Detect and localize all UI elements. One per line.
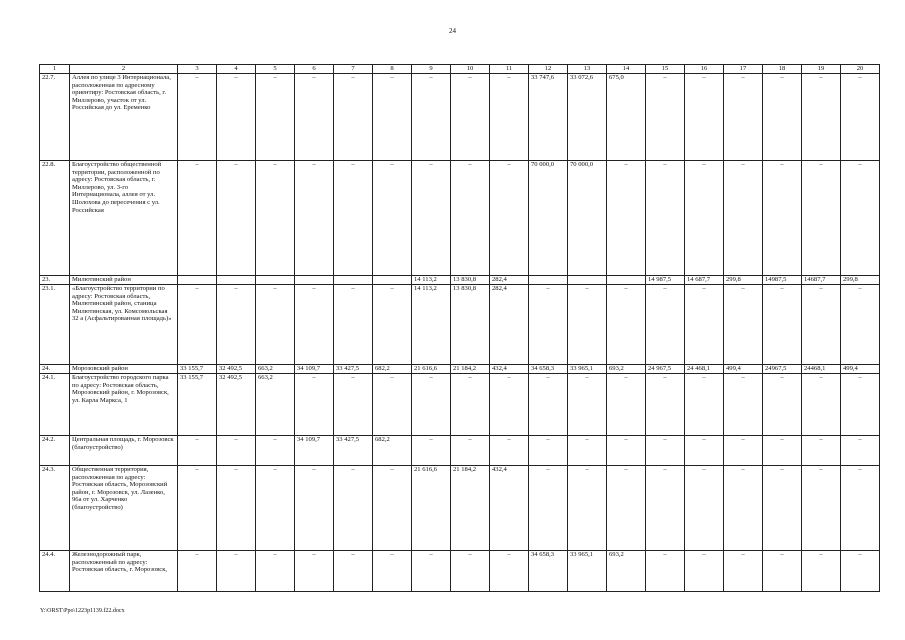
value-cell: – bbox=[568, 374, 607, 436]
value-cell: 24 468,1 bbox=[685, 365, 724, 374]
value-cell: 34 658,3 bbox=[529, 551, 568, 592]
value-cell: 675,0 bbox=[607, 74, 646, 161]
column-number-cell: 8 bbox=[373, 65, 412, 74]
value-cell: – bbox=[841, 161, 880, 276]
value-cell: – bbox=[334, 374, 373, 436]
value-cell: – bbox=[646, 466, 685, 551]
value-cell bbox=[217, 276, 256, 285]
column-number-cell: 20 bbox=[841, 65, 880, 74]
row-number-cell: 23.1. bbox=[40, 285, 70, 365]
value-cell: – bbox=[451, 161, 490, 276]
value-cell: – bbox=[841, 74, 880, 161]
value-cell: 432,4 bbox=[490, 466, 529, 551]
value-cell bbox=[334, 276, 373, 285]
value-cell: 299,8 bbox=[841, 276, 880, 285]
value-cell: – bbox=[568, 436, 607, 466]
value-cell: – bbox=[646, 436, 685, 466]
column-number-cell: 1 bbox=[40, 65, 70, 74]
value-cell: 24 967,5 bbox=[646, 365, 685, 374]
row-number-cell: 24.4. bbox=[40, 551, 70, 592]
value-cell: – bbox=[763, 374, 802, 436]
value-cell: – bbox=[802, 436, 841, 466]
value-cell: 34 109,7 bbox=[295, 365, 334, 374]
value-cell: 13 830,8 bbox=[451, 276, 490, 285]
object-name-cell: Милютинский район bbox=[70, 276, 178, 285]
table-row bbox=[40, 365, 880, 374]
value-cell: – bbox=[685, 285, 724, 365]
value-cell: 299,8 bbox=[724, 276, 763, 285]
object-name-cell: Центральная площадь, г. Морозовск (благоустройство) bbox=[70, 436, 178, 466]
value-cell: 33 155,7 bbox=[178, 374, 217, 436]
column-number-cell: 7 bbox=[334, 65, 373, 74]
object-name-cell: Железнодорожный парк, расположенный по адресу: Ростовская область, г. Морозовск, bbox=[70, 551, 178, 592]
value-cell: 33 072,6 bbox=[568, 74, 607, 161]
value-cell bbox=[607, 276, 646, 285]
object-name-cell: Благоустройство общественной территории, расположенной по адресу: Ростовская область, г. Миллерово, ул. 3-го Интернационала, аллея от ул. Шолохова до пересечения с ул. Российская bbox=[70, 161, 178, 276]
value-cell: – bbox=[295, 551, 334, 592]
value-cell: – bbox=[373, 74, 412, 161]
value-cell: 499,4 bbox=[724, 365, 763, 374]
value-cell: – bbox=[841, 551, 880, 592]
value-cell: 32 492,5 bbox=[217, 365, 256, 374]
value-cell: – bbox=[256, 551, 295, 592]
value-cell: – bbox=[607, 436, 646, 466]
value-cell: – bbox=[217, 551, 256, 592]
footer-file-path: Y:\ORST\Ppo\1223p1139.f22.docx bbox=[40, 608, 125, 614]
value-cell: 663,2 bbox=[256, 365, 295, 374]
value-cell bbox=[256, 276, 295, 285]
row-number-cell: 24.2. bbox=[40, 436, 70, 466]
value-cell: – bbox=[724, 436, 763, 466]
row-number-cell: 24.1. bbox=[40, 374, 70, 436]
value-cell: – bbox=[295, 374, 334, 436]
value-cell: – bbox=[568, 285, 607, 365]
value-cell: 33 427,5 bbox=[334, 365, 373, 374]
value-cell: – bbox=[451, 374, 490, 436]
value-cell: – bbox=[334, 74, 373, 161]
value-cell: – bbox=[646, 285, 685, 365]
value-cell: – bbox=[841, 285, 880, 365]
column-number-cell: 13 bbox=[568, 65, 607, 74]
value-cell: – bbox=[763, 551, 802, 592]
value-cell: 70 000,0 bbox=[568, 161, 607, 276]
value-cell: 14 113,2 bbox=[412, 276, 451, 285]
value-cell: – bbox=[724, 466, 763, 551]
value-cell: – bbox=[685, 74, 724, 161]
value-cell: – bbox=[490, 551, 529, 592]
value-cell: 663,2 bbox=[256, 374, 295, 436]
value-cell: – bbox=[724, 74, 763, 161]
value-cell: – bbox=[529, 285, 568, 365]
value-cell: 34 109,7 bbox=[295, 436, 334, 466]
value-cell: – bbox=[178, 436, 217, 466]
value-cell: – bbox=[763, 436, 802, 466]
column-number-cell: 14 bbox=[607, 65, 646, 74]
value-cell: – bbox=[412, 436, 451, 466]
value-cell: – bbox=[217, 74, 256, 161]
value-cell: – bbox=[607, 466, 646, 551]
value-cell: – bbox=[373, 374, 412, 436]
value-cell: – bbox=[685, 466, 724, 551]
value-cell: – bbox=[295, 161, 334, 276]
value-cell: – bbox=[295, 466, 334, 551]
value-cell: – bbox=[412, 374, 451, 436]
value-cell: 24967,5 bbox=[763, 365, 802, 374]
value-cell: 14 687,7 bbox=[685, 276, 724, 285]
value-cell: – bbox=[841, 466, 880, 551]
value-cell: 682,2 bbox=[373, 365, 412, 374]
value-cell: – bbox=[373, 551, 412, 592]
value-cell: – bbox=[256, 466, 295, 551]
value-cell: 499,4 bbox=[841, 365, 880, 374]
table-row bbox=[40, 285, 880, 365]
value-cell: 34 658,3 bbox=[529, 365, 568, 374]
value-cell: – bbox=[802, 285, 841, 365]
value-cell: – bbox=[451, 74, 490, 161]
object-name-cell: Аллея по улице 3 Интернационала, расположенная по адресному ориентиру: Ростовская область, г. Миллерово, участок от ул. Российская до ул. Еременко bbox=[70, 74, 178, 161]
object-name-cell: «Благоустройство территории по адресу: Ростовская область, Милютинский район, станица Милютинская, ул. Комсомольская 32 а (Асфальтированная площадь)» bbox=[70, 285, 178, 365]
value-cell bbox=[373, 276, 412, 285]
value-cell: – bbox=[217, 466, 256, 551]
value-cell: – bbox=[763, 74, 802, 161]
value-cell: – bbox=[724, 161, 763, 276]
value-cell: – bbox=[763, 161, 802, 276]
column-number-cell: 15 bbox=[646, 65, 685, 74]
value-cell: 13 830,8 bbox=[451, 285, 490, 365]
value-cell: – bbox=[334, 466, 373, 551]
object-name-cell: Благоустройство городского парка по адресу: Ростовская область, Морозовский район, г. Морозовск, ул. Карла Маркса, 1 bbox=[70, 374, 178, 436]
row-number-cell: 22.8. bbox=[40, 161, 70, 276]
value-cell: – bbox=[802, 466, 841, 551]
value-cell: 21 184,2 bbox=[451, 365, 490, 374]
value-cell: 682,2 bbox=[373, 436, 412, 466]
value-cell: – bbox=[412, 551, 451, 592]
value-cell: – bbox=[763, 285, 802, 365]
value-cell: – bbox=[802, 161, 841, 276]
value-cell: 70 000,0 bbox=[529, 161, 568, 276]
value-cell: – bbox=[256, 285, 295, 365]
value-cell: 432,4 bbox=[490, 365, 529, 374]
value-cell: – bbox=[841, 374, 880, 436]
value-cell: 33 965,1 bbox=[568, 365, 607, 374]
value-cell: – bbox=[217, 436, 256, 466]
value-cell: 693,2 bbox=[607, 365, 646, 374]
column-number-cell: 18 bbox=[763, 65, 802, 74]
value-cell: 14 987,5 bbox=[646, 276, 685, 285]
value-cell: – bbox=[490, 161, 529, 276]
value-cell: – bbox=[529, 436, 568, 466]
row-number-cell: 24. bbox=[40, 365, 70, 374]
value-cell: 282,4 bbox=[490, 276, 529, 285]
value-cell: – bbox=[334, 161, 373, 276]
value-cell: – bbox=[178, 551, 217, 592]
value-cell: – bbox=[529, 374, 568, 436]
value-cell: – bbox=[451, 551, 490, 592]
column-number-cell: 19 bbox=[802, 65, 841, 74]
row-number-cell: 24.3. bbox=[40, 466, 70, 551]
value-cell: – bbox=[373, 161, 412, 276]
value-cell: – bbox=[802, 551, 841, 592]
column-number-cell: 17 bbox=[724, 65, 763, 74]
value-cell: – bbox=[529, 466, 568, 551]
page-number: 24 bbox=[449, 27, 456, 35]
value-cell: 32 492,5 bbox=[217, 374, 256, 436]
value-cell: – bbox=[802, 374, 841, 436]
value-cell: – bbox=[724, 551, 763, 592]
table-row bbox=[40, 374, 880, 436]
value-cell: 33 427,5 bbox=[334, 436, 373, 466]
row-number-cell: 22.7. bbox=[40, 74, 70, 161]
value-cell: – bbox=[607, 161, 646, 276]
column-number-cell: 16 bbox=[685, 65, 724, 74]
value-cell: 14987,5 bbox=[763, 276, 802, 285]
value-cell: – bbox=[451, 436, 490, 466]
value-cell: 693,2 bbox=[607, 551, 646, 592]
value-cell: – bbox=[334, 551, 373, 592]
table-row bbox=[40, 466, 880, 551]
column-number-cell: 10 bbox=[451, 65, 490, 74]
value-cell: – bbox=[412, 161, 451, 276]
value-cell: – bbox=[685, 551, 724, 592]
value-cell: 33 965,1 bbox=[568, 551, 607, 592]
value-cell: – bbox=[685, 161, 724, 276]
value-cell: – bbox=[490, 74, 529, 161]
value-cell: – bbox=[256, 161, 295, 276]
value-cell: 14 113,2 bbox=[412, 285, 451, 365]
value-cell: – bbox=[646, 74, 685, 161]
column-number-row bbox=[40, 65, 880, 74]
column-number-cell: 3 bbox=[178, 65, 217, 74]
column-number-cell: 11 bbox=[490, 65, 529, 74]
value-cell: – bbox=[841, 436, 880, 466]
value-cell: 282,4 bbox=[490, 285, 529, 365]
column-number-cell: 9 bbox=[412, 65, 451, 74]
value-cell: 21 616,6 bbox=[412, 365, 451, 374]
value-cell: 24468,1 bbox=[802, 365, 841, 374]
value-cell: – bbox=[685, 436, 724, 466]
value-cell: 33 747,6 bbox=[529, 74, 568, 161]
value-cell: – bbox=[763, 466, 802, 551]
value-cell: – bbox=[568, 466, 607, 551]
table-row bbox=[40, 436, 880, 466]
value-cell: – bbox=[607, 374, 646, 436]
value-cell: – bbox=[178, 74, 217, 161]
value-cell: – bbox=[256, 436, 295, 466]
column-number-cell: 5 bbox=[256, 65, 295, 74]
value-cell: – bbox=[334, 285, 373, 365]
value-cell bbox=[568, 276, 607, 285]
value-cell: – bbox=[256, 74, 295, 161]
table-row bbox=[40, 161, 880, 276]
column-number-cell: 2 bbox=[70, 65, 178, 74]
value-cell: – bbox=[724, 285, 763, 365]
row-number-cell: 23. bbox=[40, 276, 70, 285]
value-cell bbox=[295, 276, 334, 285]
value-cell: – bbox=[217, 285, 256, 365]
value-cell: – bbox=[178, 466, 217, 551]
value-cell: – bbox=[724, 374, 763, 436]
value-cell: – bbox=[373, 466, 412, 551]
table-row bbox=[40, 276, 880, 285]
value-cell: – bbox=[685, 374, 724, 436]
value-cell: 21 616,6 bbox=[412, 466, 451, 551]
value-cell: 14687,7 bbox=[802, 276, 841, 285]
value-cell: 33 155,7 bbox=[178, 365, 217, 374]
column-number-cell: 6 bbox=[295, 65, 334, 74]
column-number-cell: 4 bbox=[217, 65, 256, 74]
value-cell: – bbox=[295, 74, 334, 161]
value-cell: – bbox=[646, 374, 685, 436]
value-cell: – bbox=[490, 436, 529, 466]
value-cell: – bbox=[646, 161, 685, 276]
value-cell bbox=[529, 276, 568, 285]
value-cell: – bbox=[178, 161, 217, 276]
budget-table bbox=[39, 64, 880, 592]
value-cell: – bbox=[217, 161, 256, 276]
table-row bbox=[40, 551, 880, 592]
value-cell: – bbox=[490, 374, 529, 436]
value-cell: – bbox=[646, 551, 685, 592]
value-cell: – bbox=[373, 285, 412, 365]
value-cell bbox=[178, 276, 217, 285]
object-name-cell: Морозовский район bbox=[70, 365, 178, 374]
value-cell: – bbox=[295, 285, 334, 365]
object-name-cell: Общественная территория, расположенная по адресу: Ростовская область, Морозовский район, г. Морозовск, ул. Лазенко, 96а от ул. Харченко (благоустройство) bbox=[70, 466, 178, 551]
value-cell: – bbox=[178, 285, 217, 365]
value-cell: – bbox=[607, 285, 646, 365]
value-cell: – bbox=[802, 74, 841, 161]
column-number-cell: 12 bbox=[529, 65, 568, 74]
value-cell: – bbox=[412, 74, 451, 161]
table-row bbox=[40, 74, 880, 161]
value-cell: 21 184,2 bbox=[451, 466, 490, 551]
